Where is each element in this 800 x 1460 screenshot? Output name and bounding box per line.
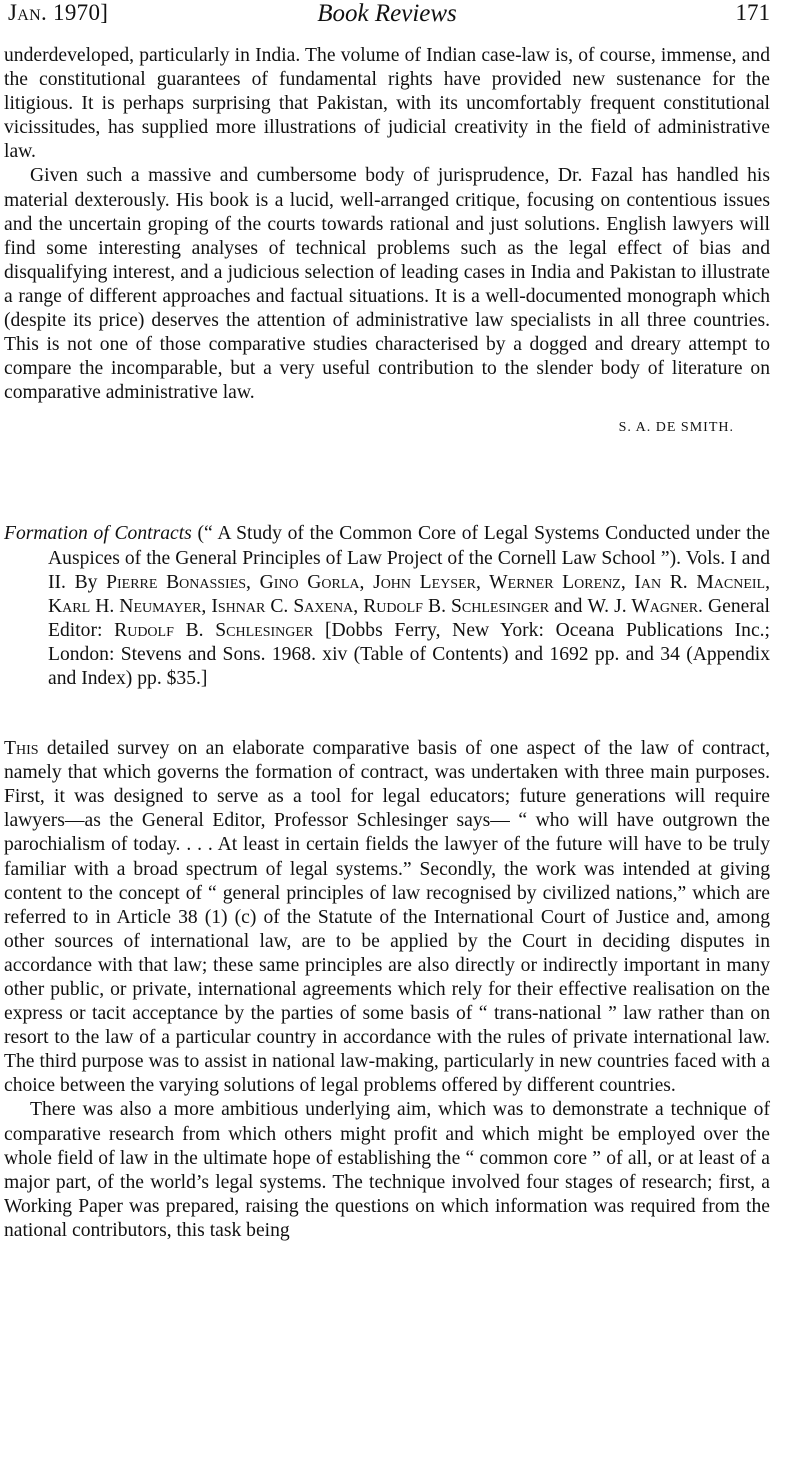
header-section-title: Book Reviews [317, 0, 457, 27]
review1-paragraph-2: Given such a massive and cumbersome body of jurisprudence, Dr. Fazal has handled his material dexterously. His book is a lucid, well-arranged critique, focusing on contentious issues and the uncertain groping of the courts towards rational and just solutions. English lawyers will find some interesting analyses of technical problems such as the legal effect of bias and disqualifying interest, and a judicious selection of leading cases in India and Pakistan to illustrate a range of different approaches and factual situations. It is a well-documented monograph which (despite its price) deserves the attention of administrative law specialists in all three countries. This is not one of those comparative studies characterised by a dogged and dreary attempt to compare the incomparable, but a very useful contribution to the slender body of literature on comparative administrative law. [4, 165, 770, 404]
header-date: Jan. 1970] [8, 0, 109, 25]
running-head [4, 0, 770, 44]
opening-word: This [4, 738, 39, 760]
authors-and: and [554, 595, 583, 617]
review2-body [4, 737, 770, 1243]
book-title: Formation of Contracts [4, 523, 192, 545]
book-citation [4, 522, 770, 691]
book-authors: Pierre Bonassies, Gino Gorla, John Leyser, Werner Lorenz, Ian R. Macneil, Karl H. Neumayer, Ishnar C. Saxena, Rudolf B. Schlesinger [48, 571, 770, 617]
review2-paragraph-1-text: detailed survey on an elaborate comparative basis of one aspect of the law of contract, namely that which governs the formation of contract, was undertaken with three main purposes. First, it was designed to serve as a tool for legal educators; future generations will require lawyers—as the General Editor, Professor Schlesinger says— “ who will have outgrown the parochialism of today. . . . At least in certain fields the lawyer of the future will have to be truly familiar with a broad spectrum of legal systems.” Secondly, the work was intended at giving content to the concept of “ general principles of law recognised by civilized nations,” which are referred to in Article 38 (1) (c) of the Statute of the International Court of Justice and, among other sources of international law, are to be applied by the Court in deciding disputes in accordance with that law; these same principles are also directly or indirectly important in many other public, or private, international agreements which rely for their effective realisation on the express or tacit acceptance by the parties of some basis of “ trans-national ” law rather than on resort to the law of a particular country in accordance with the rules of private international law. The third purpose was to assist in national law-making, particularly in new countries faced with a choice between the varying solutions of legal problems offered by different countries. [4, 738, 770, 1097]
reviewer-signature: S. A. DE SMITH. [618, 420, 734, 436]
page-number: 171 [735, 0, 770, 25]
review-continuation [4, 44, 770, 436]
book-editor: Rudolf B. Schlesinger [114, 619, 314, 641]
book-subtitle: (“ A Study of the Common Core of Legal Systems Conducted under the Auspices of the General Principles of Law Project of the Cornell Law School ”). Vols. I and II. By [48, 523, 771, 593]
publication-details: [Dobbs Ferry, New York: Oceana Publications Inc.; London: Stevens and Sons. 1968. xiv (Table of Contents) and 1692 pp. and 34 (Appendix and Index) pp. $35.] [48, 619, 771, 689]
review2-paragraph-1 [4, 737, 770, 1098]
review2-paragraph-2: There was also a more ambitious underlying aim, which was to demonstrate a technique of comparative research from which others might profit and which might be employed over the whole field of law in the ultimate hope of establishing the “ common core ” of all, or at least of a major part, of the world’s legal systems. The technique involved four stages of research; first, a Working Paper was prepared, raising the questions on which information was required from the national contributors, this task being [4, 1099, 770, 1241]
review1-paragraph-1: underdeveloped, particularly in India. The volume of Indian case-law is, of course, immense, and the constitutional guarantees of fundamental rights have provided new sustenance for the litigious. It is perhaps surprising that Pakistan, with its uncomfortably frequent constitutional vicissitudes, has supplied more illustrations of judicial creativity in the field of administrative law. [4, 45, 770, 163]
book-last-author: W. J. Wagner. [587, 595, 703, 617]
editor-label: General Editor: [48, 595, 771, 641]
